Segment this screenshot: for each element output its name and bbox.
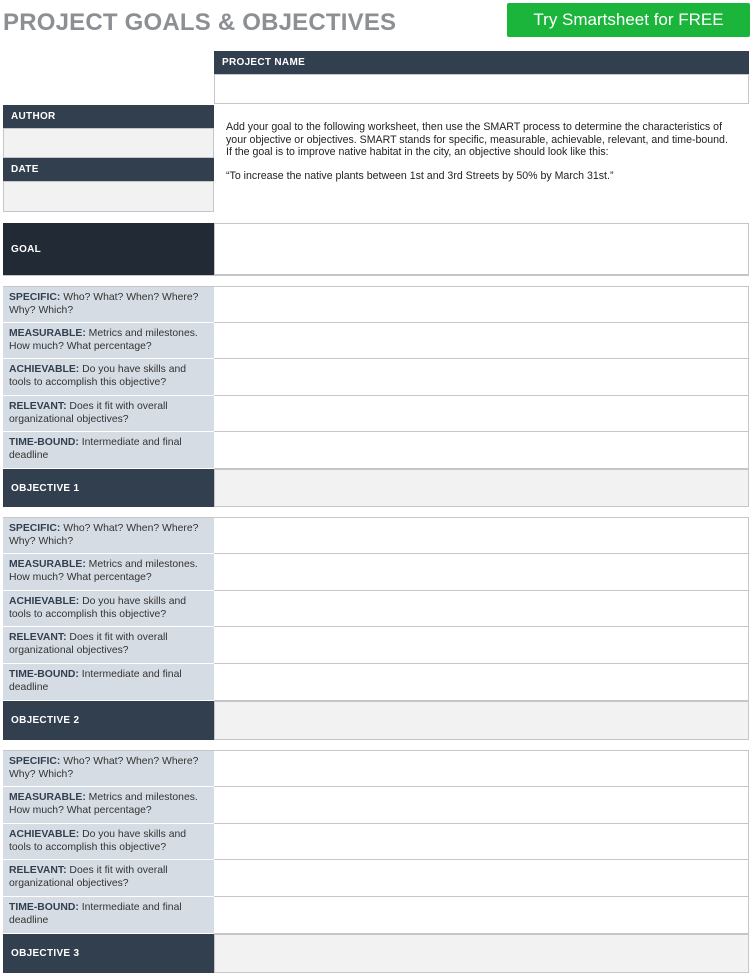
smart-input-time-bound[interactable] [214, 432, 749, 469]
smart-input-specific[interactable] [214, 287, 749, 323]
smart-label-specific: SPECIFIC: Who? What? When? Where? Why? Which? [3, 287, 214, 323]
smart-label-relevant: RELEVANT: Does it fit with overall organizational objectives? [3, 627, 214, 664]
smart-input-measurable[interactable] [214, 323, 749, 359]
intro-paragraph: Add your goal to the following worksheet, then use the SMART process to determine the characteristics of your objective or objectives. SMART stands for specific, measurable, achievable, relevant, and time-bound. If the goal is to improve native habitat in the city, an objective should look like this: [226, 121, 728, 159]
project-name-header: PROJECT NAME [214, 51, 749, 74]
smart-input-achievable[interactable] [214, 591, 749, 627]
smart-label-relevant: RELEVANT: Does it fit with overall organizational objectives? [3, 396, 214, 432]
smart-input-specific[interactable] [214, 751, 749, 787]
goal-field[interactable] [214, 223, 749, 275]
smart-label-achievable: ACHIEVABLE: Do you have skills and tools to accomplish this objective? [3, 824, 214, 860]
objective-2-header: OBJECTIVE 2 [3, 701, 214, 740]
smart-label-relevant: RELEVANT: Does it fit with overall organizational objectives? [3, 860, 214, 897]
goal-header: GOAL [3, 223, 214, 275]
smart-input-time-bound[interactable] [214, 664, 749, 701]
smart-label-achievable: ACHIEVABLE: Do you have skills and tools to accomplish this objective? [3, 359, 214, 396]
smart-label-measurable: MEASURABLE: Metrics and milestones. How much? What percentage? [3, 323, 214, 359]
try-smartsheet-button[interactable]: Try Smartsheet for FREE [507, 3, 750, 37]
smart-label-measurable: MEASURABLE: Metrics and milestones. How much? What percentage? [3, 554, 214, 591]
divider [3, 275, 749, 276]
objective-2-field[interactable] [214, 701, 749, 740]
smart-input-relevant[interactable] [214, 860, 749, 897]
date-header: DATE [3, 158, 214, 181]
objective-3-field[interactable] [214, 934, 749, 973]
objective-1-header: OBJECTIVE 1 [3, 469, 214, 507]
objective-1-field[interactable] [214, 469, 749, 507]
smart-label-specific: SPECIFIC: Who? What? When? Where? Why? Which? [3, 751, 214, 787]
smart-label-achievable: ACHIEVABLE: Do you have skills and tools to accomplish this objective? [3, 591, 214, 627]
project-name-field[interactable] [214, 74, 749, 104]
smart-input-time-bound[interactable] [214, 897, 749, 934]
smart-input-achievable[interactable] [214, 359, 749, 396]
smart-input-achievable[interactable] [214, 824, 749, 860]
date-field[interactable] [3, 181, 214, 212]
smart-label-time-bound: TIME-BOUND: Intermediate and final deadline [3, 432, 214, 469]
intro-text-block [226, 121, 736, 193]
smart-input-relevant[interactable] [214, 396, 749, 432]
smart-input-specific[interactable] [214, 518, 749, 554]
author-header: AUTHOR [3, 105, 214, 128]
author-field[interactable] [3, 128, 214, 158]
intro-example: “To increase the native plants between 1st and 3rd Streets by 50% by March 31st.” [226, 169, 614, 182]
smart-input-measurable[interactable] [214, 787, 749, 824]
smart-input-relevant[interactable] [214, 627, 749, 664]
smart-label-time-bound: TIME-BOUND: Intermediate and final deadline [3, 664, 214, 701]
smart-label-specific: SPECIFIC: Who? What? When? Where? Why? Which? [3, 518, 214, 554]
page-title: PROJECT GOALS & OBJECTIVES [3, 9, 397, 36]
smart-input-measurable[interactable] [214, 554, 749, 591]
objective-3-header: OBJECTIVE 3 [3, 934, 214, 973]
smart-label-time-bound: TIME-BOUND: Intermediate and final deadline [3, 897, 214, 934]
smart-label-measurable: MEASURABLE: Metrics and milestones. How much? What percentage? [3, 787, 214, 824]
